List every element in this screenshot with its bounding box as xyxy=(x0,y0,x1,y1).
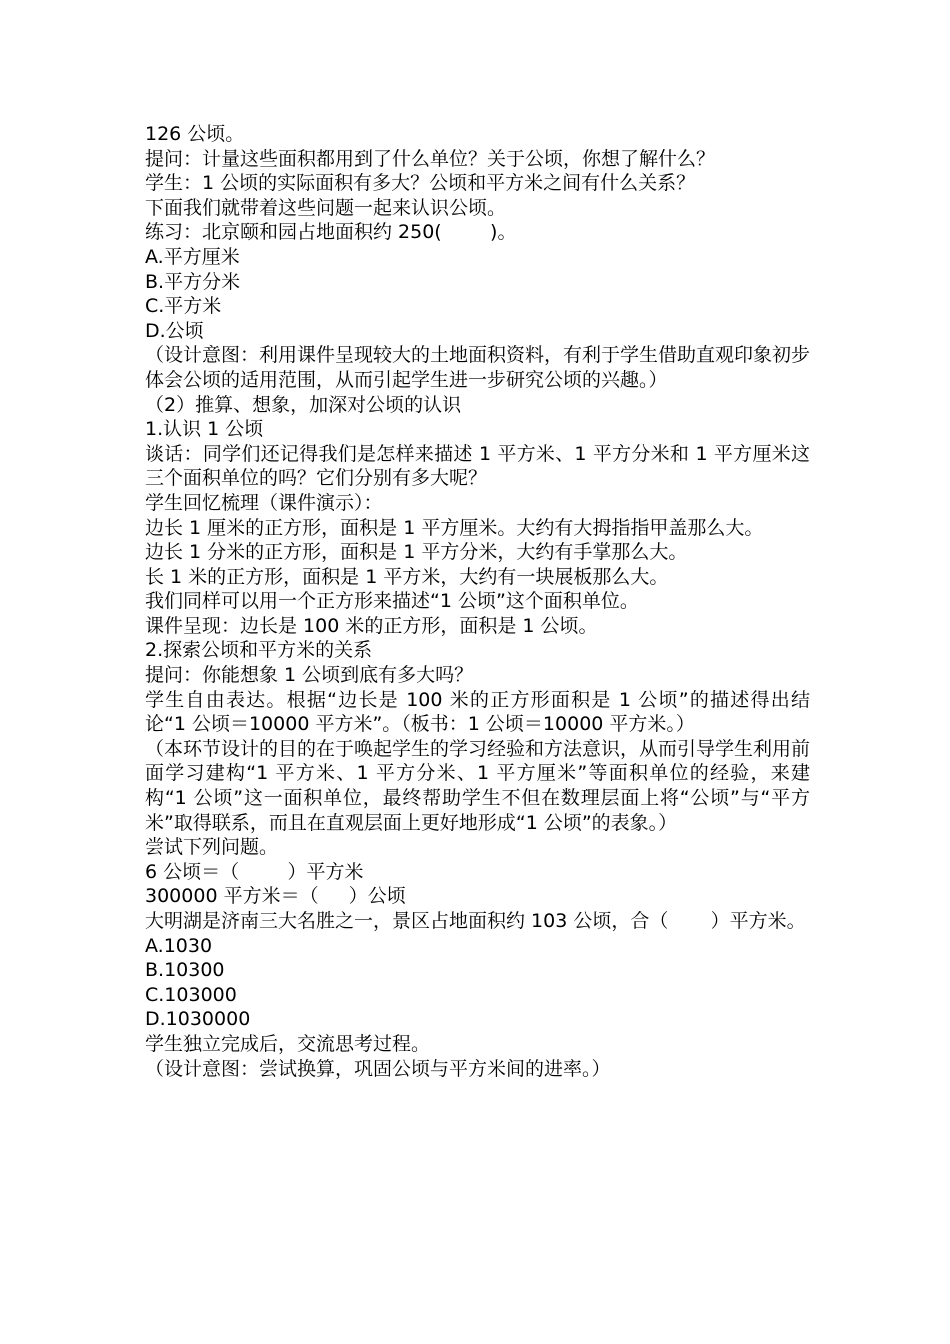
design-intent-line: （设计意图：尝试换算，巩固公顷与平方米间的进率。） xyxy=(145,1057,611,1080)
text-line: 下面我们就带着这些问题一起来认识公顷。 xyxy=(145,196,507,219)
text-line: 尝试下列问题。 xyxy=(145,836,279,859)
exercise-line: 练习：北京颐和园占地面积约 250( )。 xyxy=(145,221,517,244)
text-line: 长 1 米的正方形，面积是 1 平方米，大约有一块展板那么大。 xyxy=(145,565,669,588)
option-b: B.平方分米 xyxy=(145,270,241,293)
design-note-paragraph: （本环节设计的目的在于唤起学生的学习经验和方法意识，从而引导学生利用前面学习建构“1 平方米、1 平方分米、1 平方厘米”等面积单位的经验，来建构“1 公顷”这一面积单位，最终帮助学生不但在数理层面上将“公顷”与“平方米”取得联系，而且在直观层面上更好地形成“1 公顷”的表象。） xyxy=(145,737,811,834)
exercise-paragraph: 大明湖是济南三大名胜之一，景区占地面积约 103 公顷，合（ ）平方米。 xyxy=(145,910,806,932)
option-b: B.10300 xyxy=(145,959,225,982)
subsection-heading: 2.探索公顷和平方米的关系 xyxy=(145,639,373,662)
text-line: 126 公顷。 xyxy=(145,123,245,145)
text-line: 课件呈现：边长是 100 米的正方形，面积是 1 公顷。 xyxy=(145,614,598,637)
option-c: C.平方米 xyxy=(145,295,222,318)
text-line: 边长 1 分米的正方形，面积是 1 平方分米，大约有手掌那么大。 xyxy=(145,541,688,564)
question-line: 提问：你能想象 1 公顷到底有多大吗？ xyxy=(145,664,474,687)
option-d: D.1030000 xyxy=(145,1008,251,1031)
option-c: C.103000 xyxy=(145,983,237,1006)
conclusion-paragraph: 学生自由表达。根据“边长是 100 米的正方形面积是 1 公顷”的描述得出结论“1 公顷＝10000 平方米”。（板书：1 公顷＝10000 平方米。） xyxy=(145,688,810,736)
text-line: 我们同样可以用一个正方形来描述“1 公顷”这个面积单位。 xyxy=(145,590,639,613)
option-a: A.平方厘米 xyxy=(145,245,240,268)
text-paragraph: 边长 1 厘米的正方形，面积是 1 平方厘米。大约有大拇指指甲盖那么大。 xyxy=(145,516,764,539)
subsection-heading: 1.认识 1 公顷 xyxy=(145,418,264,441)
document-body xyxy=(145,122,810,1081)
exercise-line: 300000 平方米＝（ ）公顷 xyxy=(145,885,406,908)
exercise-line: 6 公顷＝（ ）平方米 xyxy=(145,860,364,883)
option-a: A.1030 xyxy=(145,934,213,957)
text-line: 学生独立完成后，交流思考过程。 xyxy=(145,1032,431,1055)
option-d: D.公顷 xyxy=(145,319,204,342)
student-line: 学生：1 公顷的实际面积有多大？公顷和平方米之间有什么关系？ xyxy=(145,172,696,195)
question-line: 提问：计量这些面积都用到了什么单位？关于公顷，你想了解什么？ xyxy=(145,147,716,170)
talk-paragraph: 谈话：同学们还记得我们是怎样来描述 1 平方米、1 平方分米和 1 平方厘米这三个面积单位的吗？它们分别有多大呢？ xyxy=(145,442,810,490)
text-line: 学生回忆梳理（课件演示）： xyxy=(145,491,383,514)
design-intent-paragraph: （设计意图：利用课件呈现较大的土地面积资料，有利于学生借助直观印象初步体会公顷的适用范围，从而引起学生进一步研究公顷的兴趣。） xyxy=(145,344,811,391)
section-heading: （2）推算、想象，加深对公顷的认识 xyxy=(145,393,462,416)
